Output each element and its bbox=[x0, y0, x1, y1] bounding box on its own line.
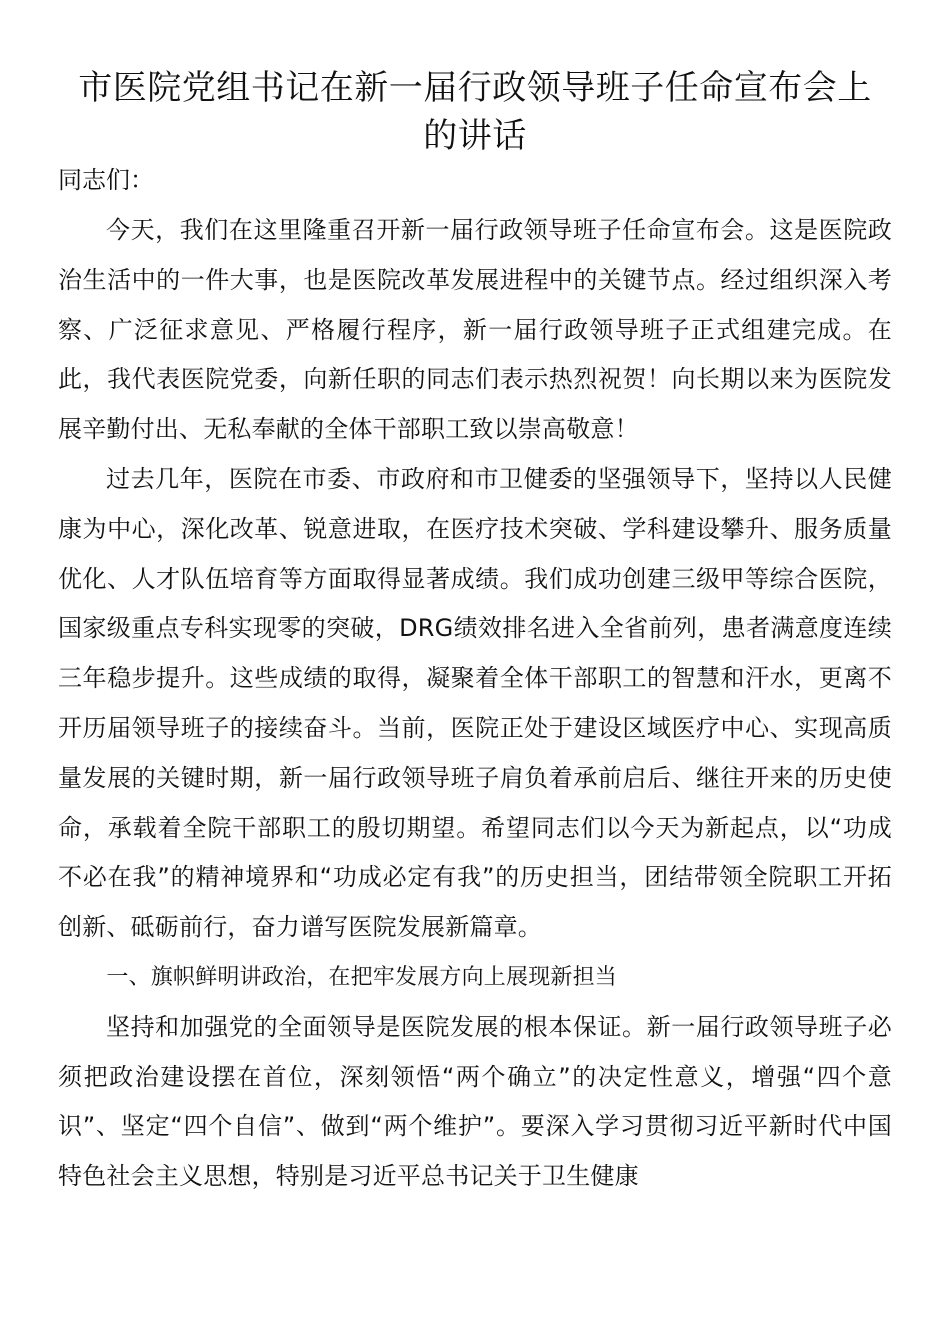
paragraph-opening: 今天，我们在这里隆重召开新一届行政领导班子任命宣布会。这是医院政治生活中的一件大事，也是医院改革发展进程中的关键节点。经过组织深入考察、广泛征求意见、严格履行程序，新一届行政领导班子正式组建完成。在此，我代表医院党委，向新任职的同志们表示热烈祝贺！向长期以来为医院发展辛勤付出、无私奉献的全体干部职工致以崇高敬意！ bbox=[58, 216, 892, 444]
document-title: 市医院党组书记在新一届行政领导班子任命宣布会上的讲话 bbox=[78, 68, 872, 156]
paragraph-achievements: 过去几年，医院在市委、市政府和市卫健委的坚强领导下，坚持以人民健康为中心，深化改革、锐意进取，在医疗技术突破、学科建设攀升、服务质量优化、人才队伍培育等方面取得显著成绩。我们成功创建三级甲等综合医院，国家级重点专科实现零的突破，DRG绩效排名进入全省前列，患者满意度连续三年稳步提升。这些成绩的取得，凝聚着全体干部职工的智慧和汗水，更离不开历届领导班子的接续奋斗。当前，医院正处于建设区域医疗中心、实现高质量发展的关键时期，新一届行政领导班子肩负着承前启后、继往开来的历史使命，承载着全院干部职工的殷切期望。希望同志们以今天为新起点，以“功成不必在我”的精神境界和“功成必定有我”的历史担当，团结带领全院职工开拓创新、砥砺前行，奋力谱写医院发展新篇章。 bbox=[58, 464, 892, 942]
salutation: 同志们： bbox=[58, 166, 154, 194]
paragraph-section-1: 坚持和加强党的全面领导是医院发展的根本保证。新一届行政领导班子必须把政治建设摆在首位，深刻领悟“两个确立”的决定性意义，增强“四个意识”、坚定“四个自信”、做到“两个维护”。要深入学习贯彻习近平新时代中国特色社会主义思想，特别是习近平总书记关于卫生健康 bbox=[58, 1012, 892, 1191]
section-heading-1: 一、旗帜鲜明讲政治，在把牢发展方向上展现新担当 bbox=[106, 964, 617, 990]
